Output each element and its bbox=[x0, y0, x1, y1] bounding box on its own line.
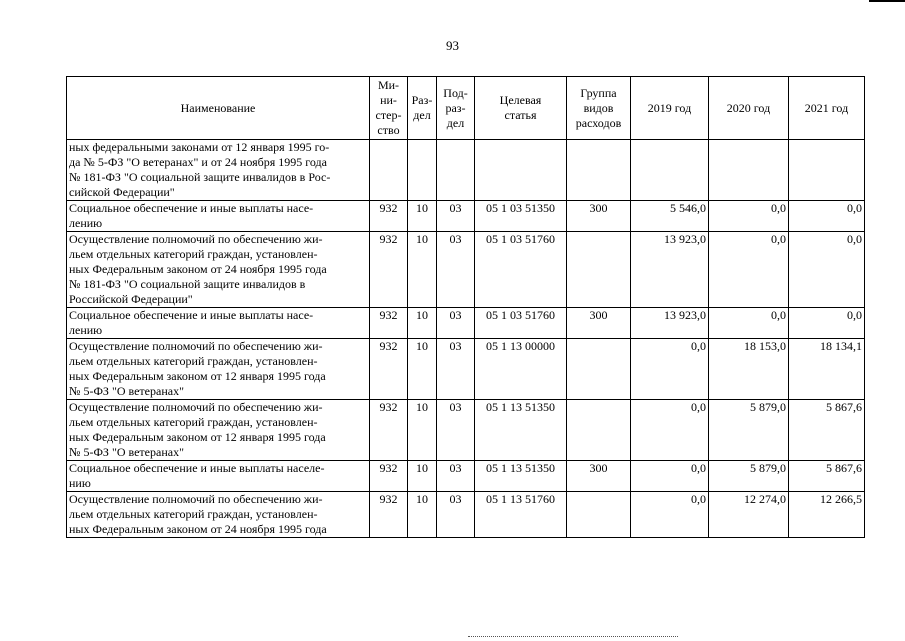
header-section: Раз- дел bbox=[408, 77, 437, 140]
cell-subsection: 03 bbox=[437, 339, 475, 400]
cell-ministry: 932 bbox=[370, 308, 408, 339]
cell-section: 10 bbox=[408, 232, 437, 308]
cell-group: 300 bbox=[567, 201, 631, 232]
cell-ministry bbox=[370, 140, 408, 201]
cell-y2020: 12 274,0 bbox=[709, 492, 789, 538]
cell-subsection: 03 bbox=[437, 232, 475, 308]
cell-y2021: 0,0 bbox=[789, 232, 865, 308]
cell-subsection: 03 bbox=[437, 492, 475, 538]
cell-y2021: 18 134,1 bbox=[789, 339, 865, 400]
table-body bbox=[67, 140, 865, 538]
header-row bbox=[67, 77, 865, 140]
cell-y2021: 5 867,6 bbox=[789, 400, 865, 461]
cell-section: 10 bbox=[408, 461, 437, 492]
cell-group bbox=[567, 339, 631, 400]
cell-y2019 bbox=[631, 140, 709, 201]
cell-subsection: 03 bbox=[437, 308, 475, 339]
cell-target: 05 1 13 00000 bbox=[475, 339, 567, 400]
cell-group: 300 bbox=[567, 308, 631, 339]
table-row bbox=[67, 201, 865, 232]
cell-name: Осуществление полномочий по обеспечению жи- льем отдельных категорий граждан, установлен- ных Федеральным законом от 24 ноября 1995 года bbox=[67, 492, 370, 538]
header-target: Целевая статья bbox=[475, 77, 567, 140]
cell-subsection: 03 bbox=[437, 400, 475, 461]
cell-name: Социальное обеспечение и иные выплаты насе- лению bbox=[67, 308, 370, 339]
cell-y2019: 0,0 bbox=[631, 461, 709, 492]
cell-y2019: 0,0 bbox=[631, 492, 709, 538]
cell-y2020: 5 879,0 bbox=[709, 461, 789, 492]
cell-group bbox=[567, 140, 631, 201]
cell-ministry: 932 bbox=[370, 400, 408, 461]
table-row bbox=[67, 492, 865, 538]
page-number: 93 bbox=[446, 38, 459, 53]
cell-y2021: 12 266,5 bbox=[789, 492, 865, 538]
cell-target: 05 1 13 51760 bbox=[475, 492, 567, 538]
cell-name: Осуществление полномочий по обеспечению жи- льем отдельных категорий граждан, установлен- ных Федеральным законом от 24 ноября 1995 года № 181-ФЗ "О социальной защите инвалидов в Российской Федерации" bbox=[67, 232, 370, 308]
table-row bbox=[67, 339, 865, 400]
cell-section: 10 bbox=[408, 308, 437, 339]
header-ministry: Ми- ни- стер- ство bbox=[370, 77, 408, 140]
table-row bbox=[67, 232, 865, 308]
cell-ministry: 932 bbox=[370, 201, 408, 232]
cell-name: Осуществление полномочий по обеспечению жи- льем отдельных категорий граждан, установлен- ных Федеральным законом от 12 января 1995 года № 5-ФЗ "О ветеранах" bbox=[67, 339, 370, 400]
cell-target bbox=[475, 140, 567, 201]
cell-section: 10 bbox=[408, 339, 437, 400]
cell-y2021: 5 867,6 bbox=[789, 461, 865, 492]
header-2020: 2020 год bbox=[709, 77, 789, 140]
cell-y2020 bbox=[709, 140, 789, 201]
cell-y2020: 0,0 bbox=[709, 201, 789, 232]
cell-y2019: 5 546,0 bbox=[631, 201, 709, 232]
cell-subsection bbox=[437, 140, 475, 201]
cell-section: 10 bbox=[408, 400, 437, 461]
cell-name: ных федеральными законами от 12 января 1995 го- да № 5-ФЗ "О ветеранах" и от 24 ноября 1995 года № 181-ФЗ "О социальной защите инвалидов в Рос- сийской Федерации" bbox=[67, 140, 370, 201]
cell-target: 05 1 03 51350 bbox=[475, 201, 567, 232]
cell-name: Социальное обеспечение и иные выплаты насе- лению bbox=[67, 201, 370, 232]
cell-subsection: 03 bbox=[437, 201, 475, 232]
header-2021: 2021 год bbox=[789, 77, 865, 140]
table-row bbox=[67, 308, 865, 339]
cell-ministry: 932 bbox=[370, 232, 408, 308]
cell-ministry: 932 bbox=[370, 339, 408, 400]
cell-name: Осуществление полномочий по обеспечению жи- льем отдельных категорий граждан, установлен- ных Федеральным законом от 12 января 1995 года № 5-ФЗ "О ветеранах" bbox=[67, 400, 370, 461]
cell-section bbox=[408, 140, 437, 201]
top-rule bbox=[869, 0, 905, 2]
cell-ministry: 932 bbox=[370, 461, 408, 492]
cell-target: 05 1 03 51760 bbox=[475, 308, 567, 339]
cell-ministry: 932 bbox=[370, 492, 408, 538]
cell-group bbox=[567, 232, 631, 308]
cell-group: 300 bbox=[567, 461, 631, 492]
cell-y2021: 0,0 bbox=[789, 201, 865, 232]
cell-y2020: 5 879,0 bbox=[709, 400, 789, 461]
header-subsection: Под- раз- дел bbox=[437, 77, 475, 140]
cell-y2019: 13 923,0 bbox=[631, 308, 709, 339]
cell-target: 05 1 03 51760 bbox=[475, 232, 567, 308]
cell-y2020: 0,0 bbox=[709, 232, 789, 308]
cell-subsection: 03 bbox=[437, 461, 475, 492]
cell-section: 10 bbox=[408, 201, 437, 232]
table-row bbox=[67, 140, 865, 201]
table-row bbox=[67, 400, 865, 461]
cell-y2019: 0,0 bbox=[631, 339, 709, 400]
cell-group bbox=[567, 400, 631, 461]
cell-y2019: 0,0 bbox=[631, 400, 709, 461]
cell-y2020: 18 153,0 bbox=[709, 339, 789, 400]
cell-name: Социальное обеспечение и иные выплаты населе- нию bbox=[67, 461, 370, 492]
header-name: Наименование bbox=[67, 77, 370, 140]
cell-y2021 bbox=[789, 140, 865, 201]
cell-target: 05 1 13 51350 bbox=[475, 400, 567, 461]
budget-table bbox=[66, 76, 865, 538]
cell-y2020: 0,0 bbox=[709, 308, 789, 339]
bottom-scan-mark bbox=[468, 636, 678, 641]
header-group: Группа видов расходов bbox=[567, 77, 631, 140]
cell-y2019: 13 923,0 bbox=[631, 232, 709, 308]
cell-section: 10 bbox=[408, 492, 437, 538]
table-row bbox=[67, 461, 865, 492]
header-2019: 2019 год bbox=[631, 77, 709, 140]
cell-group bbox=[567, 492, 631, 538]
cell-y2021: 0,0 bbox=[789, 308, 865, 339]
cell-target: 05 1 13 51350 bbox=[475, 461, 567, 492]
